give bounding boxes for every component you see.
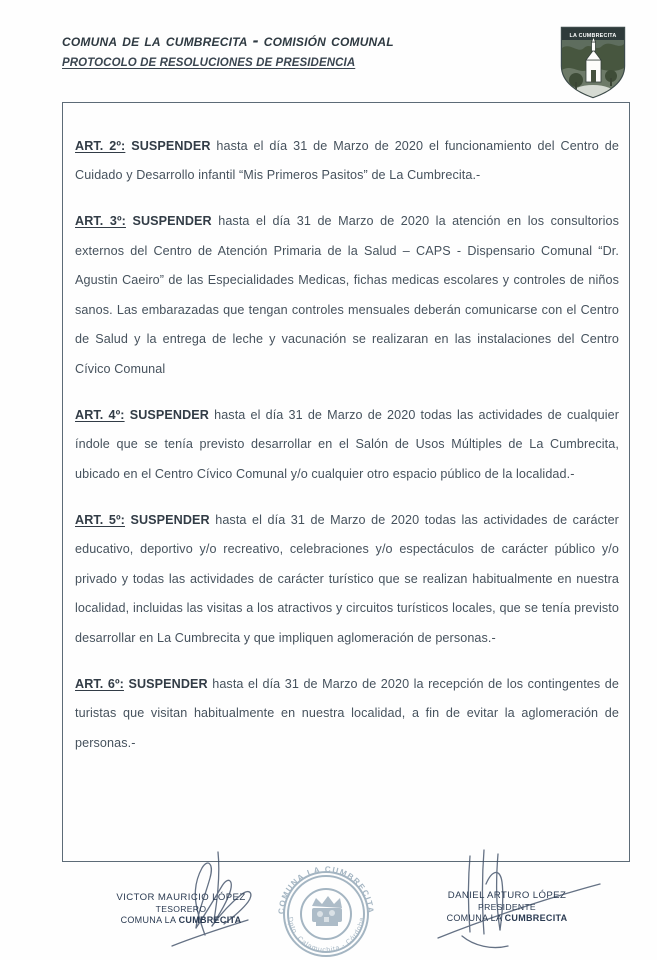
letterhead (62, 30, 532, 69)
article-label: ART. 4º: (75, 407, 125, 422)
article-verb: SUSPENDER (129, 407, 209, 422)
document-body-frame (62, 102, 630, 862)
article-item (75, 132, 619, 191)
signature-block-treasurer (72, 892, 290, 927)
signatory-organization-name: CUMBRECITA (178, 915, 242, 926)
article-body: hasta el día 31 de Marzo de 2020 la recepción de los contingentes de turistas que visitan habitualmente en nuestra localidad, a fin de evitar la aglomeración de personas.- (75, 676, 619, 750)
stamp-top-text: COMUNA LA CUMBRECITA (276, 864, 376, 915)
organization-title: comuna de la cumbrecita - comisión comunal (62, 30, 394, 50)
signatory-role: PRESIDENTE (478, 902, 536, 913)
signatory-organization-prefix: COMUNA LA (446, 913, 505, 924)
article-verb: SUSPENDER (128, 676, 208, 691)
article-body: hasta el día 31 de Marzo de 2020 todas las actividades de carácter educativo, deportivo y/o recreativo, celebraciones y/o espectáculos de carácter público y/o privado y todas las actividades de carácter turístico que se realizan habitualmente en nuestra localidad, incluidas las visitas a los atractivos y circuitos turísticos locales, que se tenía previsto desarrollar en La Cumbrecita y que impliquen aglomeración de personas.- (75, 512, 619, 645)
crest-banner-text: LA CUMBRECITA (569, 33, 617, 39)
article-item (75, 506, 619, 654)
signature-block-president (398, 890, 616, 925)
signature-area (0, 862, 657, 960)
article-body: hasta el día 31 de Marzo de 2020 todas las actividades de cualquier índole que se tenía previsto desarrollar en el Salón de Usos Múltiples de La Cumbrecita, ubicado en el Centro Cívico Comunal y/o cualquier otro espacio público de la localidad.- (75, 407, 619, 481)
article-verb: SUSPENDER (132, 214, 212, 229)
la-cumbrecita-coat-of-arms-icon (556, 24, 630, 100)
article-label: ART. 6º: (75, 676, 124, 691)
article-label: ART. 2º: (75, 138, 126, 153)
article-body: hasta el día 31 de Marzo de 2020 la atención en los consultorios externos del Centro de Atención Primaria de la Salud – CAPS - Dispensario Comunal “Dr. Agustin Caeiro” de las Especialidades Medicas, fichas medicas escolares y controles de niños sanos. Las embarazadas que tengan controles mensuales deberán comunicarse con el Centro de Salud y la entrega de leche y vacunación se realizaran en las instalaciones del Centro Cívico Comunal (75, 214, 619, 376)
signatory-role: TESORERO (155, 904, 207, 915)
article-item (75, 670, 619, 759)
document-type-subtitle: PROTOCOLO DE RESOLUCIONES DE PRESIDENCIA (62, 57, 356, 69)
article-label: ART. 5º: (75, 512, 125, 527)
article-verb: SUSPENDER (130, 512, 210, 527)
article-label: ART. 3º: (75, 214, 126, 229)
signatory-organization (72, 915, 290, 927)
article-body: hasta el día 31 de Marzo de 2020 el funcionamiento del Centro de Cuidado y Desarrollo infantil “Mis Primeros Pasitos” de La Cumbrecita.- (75, 138, 619, 183)
signatory-organization-name: CUMBRECITA (504, 913, 568, 924)
article-verb: SUSPENDER (131, 138, 211, 153)
article-item (75, 401, 619, 490)
signatory-name: VICTOR MAURICIO LÓPEZ (116, 892, 246, 903)
articles-container (75, 119, 619, 758)
signatory-name: DANIEL ARTURO LÓPEZ (447, 890, 567, 901)
signatory-organization-prefix: COMUNA LA (120, 915, 179, 926)
signatory-organization (398, 913, 616, 925)
stamp-bottom-text: Dpto. Calamuchita - Córdoba (286, 916, 366, 955)
article-item (75, 207, 619, 384)
